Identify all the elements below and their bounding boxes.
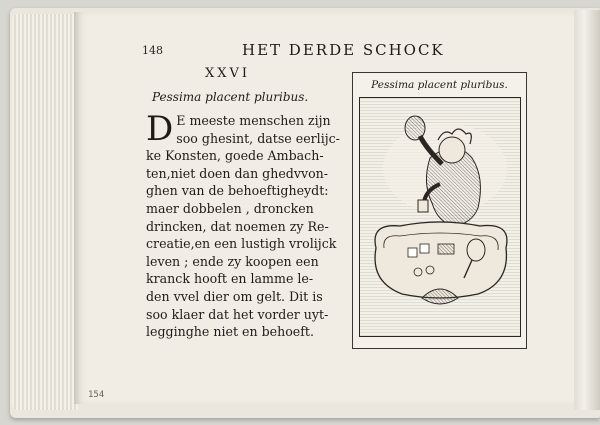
facing-page-fold	[574, 10, 600, 410]
text-line: ghen van de behoeftigheydt:	[146, 183, 329, 199]
text-line: kranck hooft en lamme le-	[146, 271, 314, 287]
text-line: maer dobbelen , droncken	[146, 200, 314, 216]
text-line: den vvel dier om gelt. Dit is	[146, 288, 323, 304]
text-line: drincken, dat noemen zy Re-	[146, 218, 329, 234]
drop-cap: D	[146, 109, 174, 149]
emblem-numeral: XXVI	[205, 66, 251, 81]
text-line: E meeste menschen zijn	[176, 113, 331, 128]
emblem-plate	[352, 72, 527, 349]
page-edges	[12, 14, 78, 410]
text-line: soo klaer dat het vorder uyt-	[146, 306, 329, 322]
engraving-drawing	[360, 98, 520, 336]
page-number: 148	[142, 44, 163, 57]
emblem-text	[146, 109, 346, 341]
plate-caption: Pessima placent pluribus.	[371, 79, 508, 91]
text-line: soo ghesint, datse eerlijc-	[176, 130, 340, 146]
engraving-image	[359, 97, 521, 337]
emblem-motto: Pessima placent pluribus.	[152, 90, 309, 104]
text-line: legginghe niet en behoeft.	[146, 324, 314, 340]
text-line: leven ; ende zy koopen een	[146, 253, 319, 269]
running-head: HET DERDE SCHOCK	[242, 41, 445, 59]
pencil-annotation: 154	[88, 390, 105, 400]
text-line: creatie,en een lustigh vrolijck	[146, 236, 337, 252]
text-line: ten,niet doen dan ghedvvon-	[146, 165, 329, 181]
text-line: ke Konsten, goede Ambach-	[146, 148, 324, 164]
